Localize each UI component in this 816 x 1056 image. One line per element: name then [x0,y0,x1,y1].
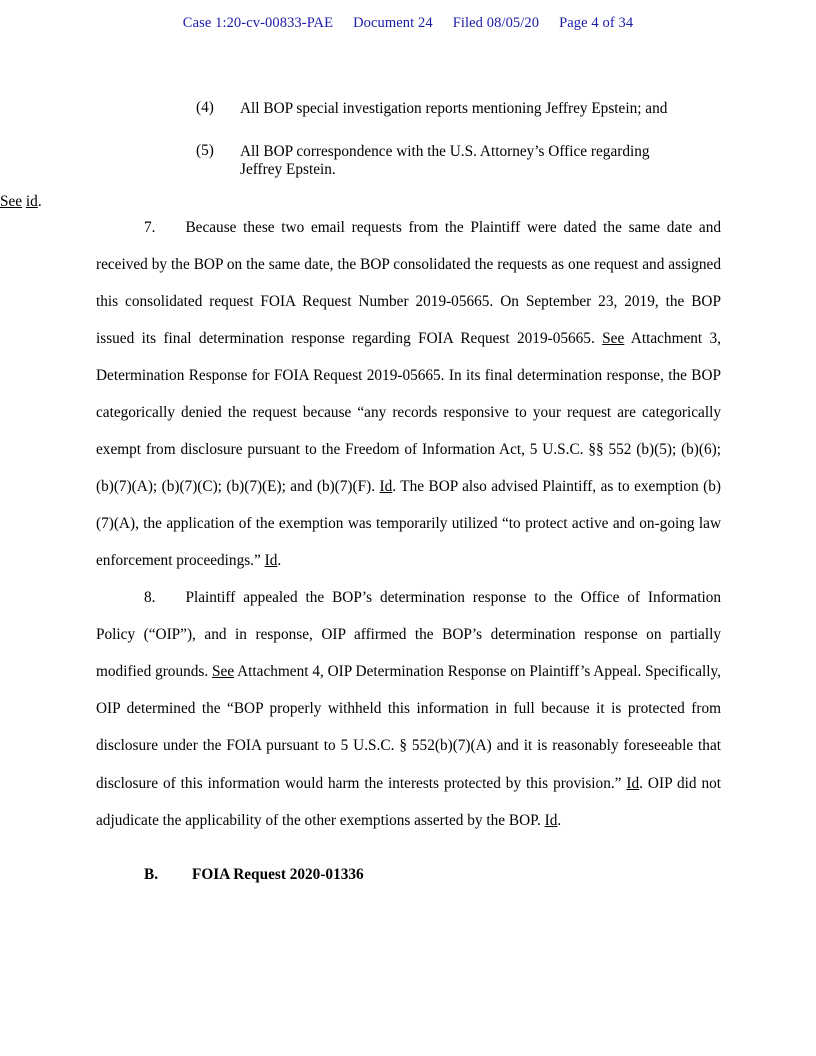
citation-id: id [25,192,38,210]
list-item-number: (5) [196,141,214,159]
ecf-stamp-header [0,15,816,32]
citation-period: . [37,192,42,210]
ecf-filed-date: Filed 08/05/20 [452,15,540,31]
paragraph-text: . The BOP also advised Plaintiff, as to exemption (b)(7)(A), the application of the exemption was temporarily utilized “to protect active and on-going law enforcement proceedings.” [96,478,721,570]
citation-reference: Id [264,552,278,570]
ecf-page-number: Page 4 of 34 [559,15,634,31]
citation-reference: Id [544,811,558,829]
citation-reference: Id [626,774,640,792]
paragraph-number: 7. [144,219,156,237]
paragraph-text: . OIP did not adjudicate the applicability of the other exemptions asserted by the BOP. [96,774,721,829]
ecf-document-number: Document 24 [353,15,433,31]
citation-see: See [0,192,23,210]
citation-reference: See [602,330,625,348]
paragraph-text: . [277,552,282,570]
paragraph-7 [96,209,721,579]
section-heading [96,857,721,894]
section-letter: B. [144,865,159,883]
paragraph-number: 8. [144,589,156,607]
paragraph-text: Because these two email requests from the Plaintiff were dated the same date and received by the BOP on the same date, the BOP consolidated the requests as one request and assigned this consolidated request FOIA Request Number 2019-05665. On September 23, 2019, the BOP issued its final determination response regarding FOIA Request 2019-05665. [96,219,721,348]
list-item [196,143,676,180]
list-item [196,100,676,119]
paragraph-8-body [96,589,721,828]
list-item-number: (4) [196,99,214,116]
document-body [0,99,722,893]
list-item-text: All BOP correspondence with the U.S. Attorney’s Office regarding Jeffrey Epstein. [240,142,650,179]
list-item-text: All BOP special investigation reports mentioning Jeffrey Epstein; and [240,100,668,117]
section-title: FOIA Request 2020-01336 [192,865,364,883]
paragraph-text: Attachment 4, OIP Determination Response on Plaintiff’s Appeal. Specifically, OIP determined the “BOP properly withheld this information in full because it is protected from disclosure under the FOIA pursuant to 5 U.S.C. § 552(b)(7)(A) and it is reasonably foreseeable that disclosure of this information would harm the interests protected by this provision.” [96,663,721,792]
citation-reference: See [212,663,235,681]
paragraph-text: Plaintiff appealed the BOP’s determination response to the Office of Information Policy (“OIP”), and in response, OIP affirmed the BOP’s determination response on partially modified grounds. [96,589,721,681]
paragraph-text: Attachment 3, Determination Response for FOIA Request 2019-05665. In its final determination response, the BOP categorically denied the request because “any records responsive to your request are categorically exempt from disclosure pursuant to the Freedom of Information Act, 5 U.S.C. §§ 552 (b)(5); (b)(6); (b)(7)(A); (b)(7)(C); (b)(7)(E); and (b)(7)(F). [96,330,722,496]
paragraph-text: . [557,811,562,829]
paragraph-8 [96,579,721,838]
ecf-case-number: Case 1:20-cv-00833-PAE [182,15,334,31]
citation-reference: Id [379,478,393,496]
citation-line [0,194,721,209]
paragraph-7-body [96,219,721,569]
